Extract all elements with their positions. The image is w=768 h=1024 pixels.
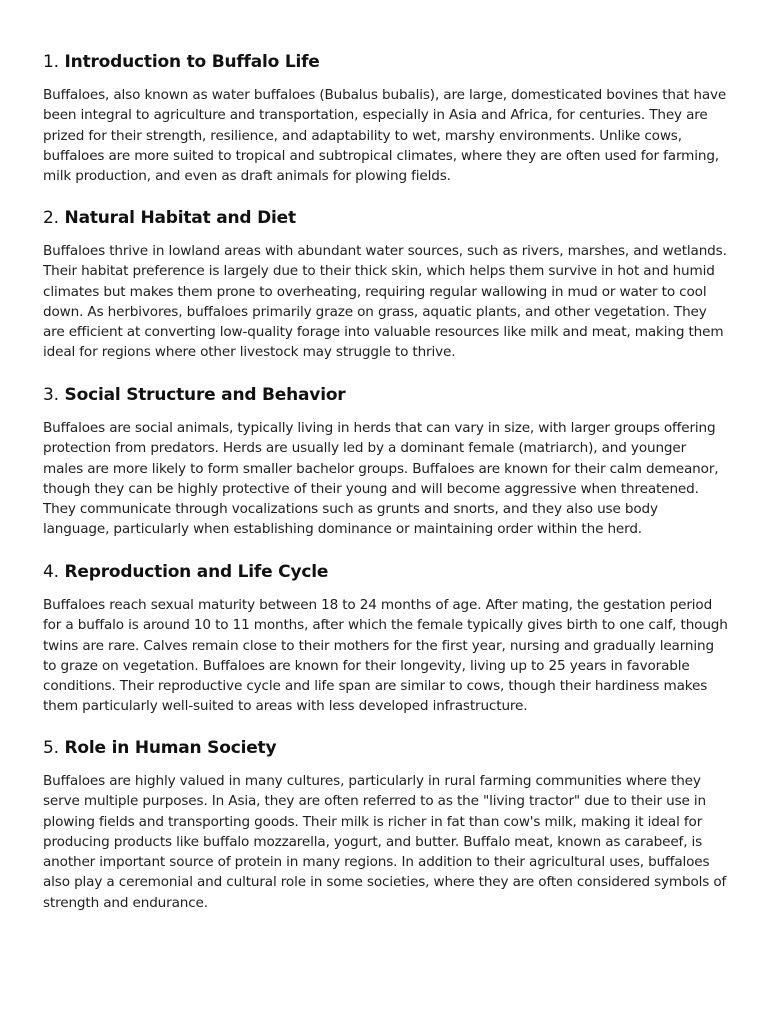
section-title: Introduction to Buffalo Life bbox=[64, 52, 320, 72]
section-human-society bbox=[43, 736, 728, 913]
section-number: 5. bbox=[43, 738, 59, 758]
section-heading bbox=[43, 736, 728, 760]
section-title: Reproduction and Life Cycle bbox=[64, 562, 329, 582]
section-social-structure bbox=[43, 383, 728, 540]
section-introduction bbox=[43, 50, 728, 186]
section-heading bbox=[43, 383, 728, 407]
section-title: Role in Human Society bbox=[64, 738, 277, 758]
section-number: 4. bbox=[43, 562, 59, 582]
section-heading bbox=[43, 50, 728, 74]
section-body: Buffaloes thrive in lowland areas with abundant water sources, such as rivers, marshes, and wetlands. Their habitat preference is largely due to their thick skin, which helps them survive in hot and humid climates but makes them prone to overheating, requiring regular wallowing in mud or water to cool down. As herbivores, buffaloes primarily graze on grass, aquatic plants, and other vegetation. They are efficient at converting low-quality forage into valuable resources like milk and meat, making them ideal for regions where other livestock may struggle to thrive. bbox=[43, 243, 727, 361]
section-title: Natural Habitat and Diet bbox=[64, 208, 296, 228]
section-title: Social Structure and Behavior bbox=[64, 385, 346, 405]
section-heading bbox=[43, 206, 728, 230]
section-heading bbox=[43, 560, 728, 584]
section-body: Buffaloes are social animals, typically living in herds that can vary in size, with larger groups offering protection from predators. Herds are usually led by a dominant female (matriarch), and younger males are more likely to form smaller bachelor groups. Buffaloes are known for their calm demeanor, though they can be highly protective of their young and will become aggressive when threatened. They communicate through vocalizations such as grunts and snorts, and they also use body language, particularly when establishing dominance or maintaining order within the herd. bbox=[43, 420, 719, 538]
section-body: Buffaloes reach sexual maturity between 18 to 24 months of age. After mating, the gestation period for a buffalo is around 10 to 11 months, after which the female typically gives birth to one calf, though twins are rare. Calves remain close to their mothers for the first year, nursing and gradually learning to graze on vegetation. Buffaloes are known for their longevity, living up to 25 years in favorable conditions. Their reproductive cycle and life span are similar to cows, though their hardiness makes them particularly well-suited to areas with less developed infrastructure. bbox=[43, 597, 728, 715]
section-habitat-diet bbox=[43, 206, 728, 363]
section-body: Buffaloes, also known as water buffaloes (Bubalus bubalis), are large, domesticated bovines that have been integral to agriculture and transportation, especially in Asia and Africa, for centuries. They are prized for their strength, resilience, and adaptability to wet, marshy environments. Unlike cows, buffaloes are more suited to tropical and subtropical climates, where they are often used for farming, milk production, and even as draft animals for plowing fields. bbox=[43, 87, 727, 185]
section-body: Buffaloes are highly valued in many cultures, particularly in rural farming communities where they serve multiple purposes. In Asia, they are often referred to as the "living tractor" due to their use in plowing fields and transporting goods. Their milk is richer in fat than cow's milk, making it ideal for producing products like buffalo mozzarella, yogurt, and butter. Buffalo meat, known as carabeef, is another important source of protein in many regions. In addition to their agricultural uses, buffaloes also play a ceremonial and cultural role in some societies, where they are often considered symbols of strength and endurance. bbox=[43, 773, 727, 911]
section-number: 1. bbox=[43, 52, 59, 72]
section-number: 2. bbox=[43, 208, 59, 228]
section-number: 3. bbox=[43, 385, 59, 405]
section-reproduction bbox=[43, 560, 728, 717]
